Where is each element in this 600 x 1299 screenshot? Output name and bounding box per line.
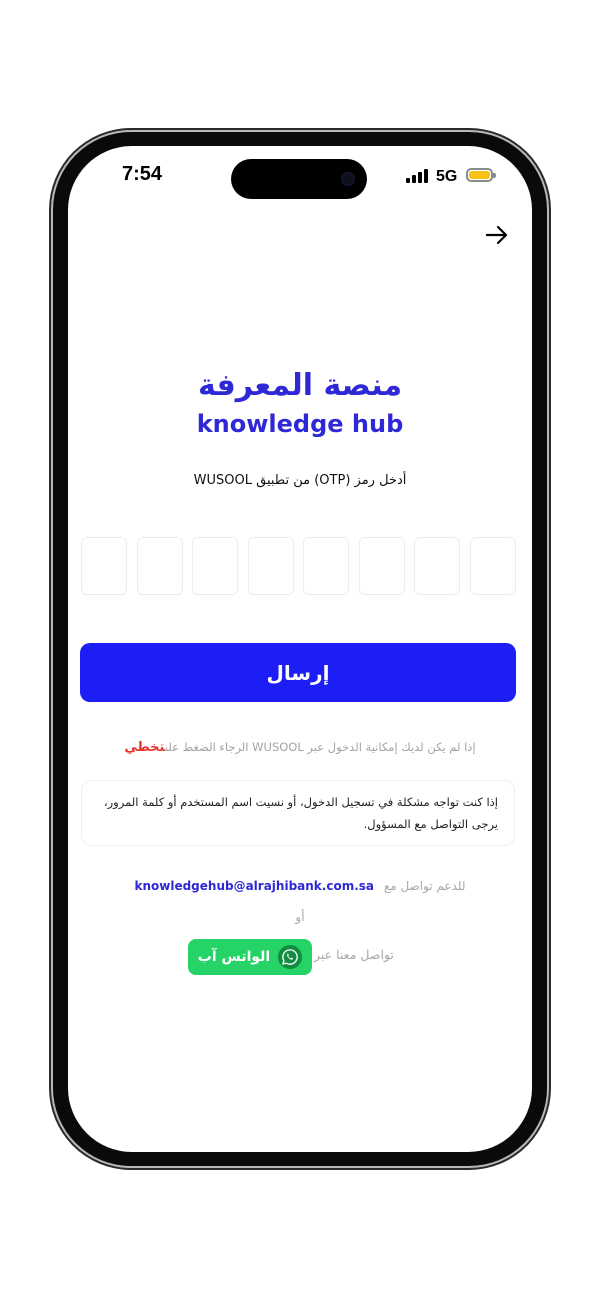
otp-digit-input[interactable] <box>192 537 238 595</box>
submit-button[interactable] <box>80 643 516 702</box>
support-email-link[interactable]: knowledgehub@alrajhibank.com.sa <box>134 879 375 893</box>
app-screen <box>68 146 532 1152</box>
otp-digit-input[interactable] <box>248 537 294 595</box>
camera-icon <box>341 172 355 186</box>
or-divider: أو <box>295 910 305 924</box>
otp-digit-input[interactable] <box>81 537 127 595</box>
logo-english: knowledge hub <box>196 410 404 438</box>
skip-link[interactable]: تخطي <box>124 740 165 755</box>
otp-digit-input[interactable] <box>359 537 405 595</box>
otp-digit-input[interactable] <box>470 537 516 595</box>
help-message-box: إذا كنت تواجه مشكلة في تسجيل الدخول، أو نسيت اسم المستخدم أو كلمة المرور، يرجى التواصل مع المسؤول. <box>81 780 515 846</box>
submit-button-label: إرسال <box>266 660 330 685</box>
otp-instruction: أدخل رمز (OTP) من تطبيق WUSOOL <box>193 473 407 488</box>
otp-digit-input[interactable] <box>414 537 460 595</box>
support-line <box>68 879 532 893</box>
wusool-note <box>68 740 532 755</box>
arrow-right-icon[interactable] <box>485 224 509 246</box>
status-time: 7:54 <box>121 163 163 185</box>
whatsapp-button[interactable] <box>188 939 312 975</box>
otp-digit-input[interactable] <box>137 537 183 595</box>
support-label: للدعم تواصل مع <box>383 879 466 893</box>
network-label: 5G <box>436 168 458 185</box>
battery-icon <box>466 168 493 182</box>
signal-icon <box>406 169 428 183</box>
wusool-note-text: إذا لم يكن لديك إمكانية الدخول عبر WUSOOL الرجاء الضغط على <box>164 740 476 754</box>
contact-via-label: تواصل معنا عبر <box>314 947 394 962</box>
otp-digit-input[interactable] <box>303 537 349 595</box>
otp-input-group <box>81 537 516 595</box>
dynamic-island <box>231 159 367 199</box>
logo-arabic: منصة المعرفة <box>197 368 403 403</box>
whatsapp-icon <box>278 945 302 969</box>
whatsapp-button-label: الواتس آب <box>197 949 271 965</box>
